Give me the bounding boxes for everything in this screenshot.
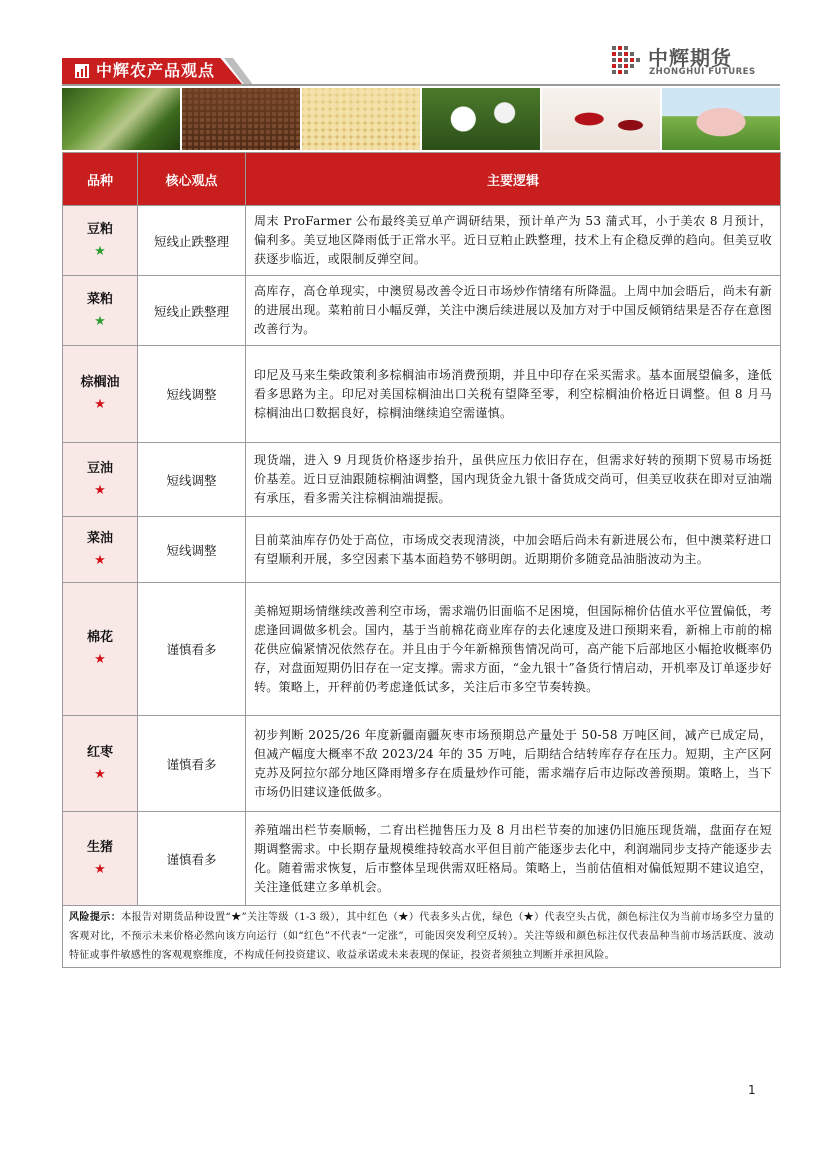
main-logic: 高库存，高仓单现实，中澳贸易改善令近日市场炒作情绪有所降温。上周中加会晤后，尚未有新的进展出现。菜粕前日小幅反弹，关注中澳后续进展以及加方对于中国反倾销结果是否存在意图改善行为。 bbox=[246, 276, 781, 346]
star-icon: ★ bbox=[94, 552, 106, 568]
core-view: 谨慎看多 bbox=[138, 812, 246, 906]
variety-name: 棕榈油 bbox=[80, 375, 120, 390]
risk-row bbox=[63, 906, 781, 968]
risk-disclaimer bbox=[63, 906, 781, 968]
star-icon: ★ bbox=[94, 861, 106, 877]
header-variety: 品种 bbox=[63, 153, 138, 206]
main-logic: 周末 ProFarmer 公布最终美豆单产调研结果，预计单产为 53 蒲式耳，小于美农 8 月预计，偏利多。美豆地区降雨低于正常水平。近日豆粕止跌整理，技术上有企稳反弹的趋向。但美豆收获逐步临近，或限制反弹空间。 bbox=[246, 206, 781, 276]
cotton-photo bbox=[422, 88, 540, 150]
risk-text: 本报告对期货品种设置“★”关注等级（1-3 级），其中红色（★）代表多头占优，绿色（★）代表空头占优，颜色标注仅为当前市场多空力量的客观对比，不预示未来价格必然向该方向运行（如“红色”不代表“一定涨”，可能因突发利空反转）。关注等级和颜色标注仅代表品种当前市场活跃度、波动特征或事件敏感性的客观观察维度，不构成任何投资建议、收益承诺或未来表现的保证，投资者须独立判断并承担风险。 bbox=[69, 912, 774, 961]
commodity-view-table bbox=[62, 152, 781, 968]
main-logic: 养殖端出栏节奏顺畅，二育出栏抛售压力及 8 月出栏节奏的加速仍旧施压现货端，盘面存在短期调整需求。中长期存量规模维持较高水平但目前产能逐步去化中，利润端同步支持产能逐步去化。随着需求恢复，后市整体呈现供需双旺格局。策略上，当前估值相对偏低短期不建议追空，关注逢低建立多单机会。 bbox=[246, 812, 781, 906]
main-logic: 美棉短期场情继续改善利空市场，需求端仍旧面临不足困境，但国际棉价估值水平位置偏低，考虑逢回调做多机会。国内，基于当前棉花商业库存的去化速度及进口预期来看，新棉上市前的棉花供应偏紧情况依然存在。并且由于今年新棉预售情况尚可，高产能下后部地区小幅抢收概率仍存，对盘面短期仍旧存在一定支撑。需求方面，“金九银十”备货行情启动，开机率及订单逐步好转。策略上，开秤前仍考虑逢低试多，关注后市多空节奏转换。 bbox=[246, 583, 781, 716]
beans-photo bbox=[62, 88, 180, 150]
header-divider bbox=[62, 84, 780, 86]
variety-name: 棉花 bbox=[86, 630, 113, 645]
table-row bbox=[63, 206, 781, 276]
table-row bbox=[63, 346, 781, 443]
star-icon: ★ bbox=[94, 652, 106, 667]
table-row bbox=[63, 517, 781, 583]
table-row bbox=[63, 583, 781, 716]
commodity-photo-strip bbox=[62, 88, 780, 150]
growth-chart-icon bbox=[74, 63, 90, 79]
brand-name-cn: 中辉期货 bbox=[648, 46, 732, 70]
variety-cell bbox=[63, 276, 138, 346]
star-icon: ★ bbox=[94, 766, 106, 782]
main-logic: 初步判断 2025/26 年度新疆南疆灰枣市场预期总产量处于 50-58 万吨区间，减产已成定局，但减产幅度大概率不敌 2023/24 年的 35 万吨，后期结合结转库存存在压力。短期，主产区阿克苏及阿拉尔部分地区降雨增多存在质量炒作可能，需求端存后市边际改善预期。策略上，当下市场仍旧建议逢低做多。 bbox=[246, 716, 781, 812]
table-row bbox=[63, 716, 781, 812]
core-view: 谨慎看多 bbox=[138, 583, 246, 716]
variety-cell bbox=[63, 812, 138, 906]
variety-cell bbox=[63, 716, 138, 812]
company-logo-icon bbox=[612, 46, 642, 74]
report-title: 中辉农产品观点 bbox=[96, 61, 216, 80]
variety-name: 生猪 bbox=[86, 839, 113, 855]
table-header-row bbox=[63, 153, 781, 206]
brand-name-en: ZHONGHUI FUTURES bbox=[649, 67, 756, 77]
brand-logo bbox=[612, 42, 782, 78]
table-row bbox=[63, 276, 781, 346]
variety-name: 豆油 bbox=[86, 460, 113, 476]
star-icon: ★ bbox=[94, 482, 106, 498]
table-row bbox=[63, 812, 781, 906]
pig-photo bbox=[662, 88, 780, 150]
page-number: 1 bbox=[748, 1083, 756, 1097]
table-row bbox=[63, 443, 781, 517]
variety-cell bbox=[63, 346, 138, 443]
header-core-view: 核心观点 bbox=[138, 153, 246, 206]
rapeseed-photo bbox=[182, 88, 300, 150]
main-logic: 现货端，进入 9 月现货价格逐步抬升，虽供应压力依旧存在，但需求好转的预期下贸易市场挺价基差。近日豆油跟随棕榈油调整，国内现货金九银十备货成交尚可，但美豆收获在即对豆油端有承压，看多需关注棕榈油端提振。 bbox=[246, 443, 781, 517]
variety-cell bbox=[63, 443, 138, 517]
variety-cell bbox=[63, 583, 138, 716]
red-jujube-photo bbox=[542, 88, 660, 150]
core-view: 谨慎看多 bbox=[138, 716, 246, 812]
main-logic: 印尼及马来生柴政策利多棕榈油市场消费预期，并且中印存在采买需求。基本面展望偏多，逢低看多思路为主。印尼对美国棕榈油出口关税有望降至零，利空棕榈油价格近日调整。但 8 月马棕榈油出口数据良好，棕榈油继续追空需谨慎。 bbox=[246, 346, 781, 443]
core-view: 短线调整 bbox=[138, 517, 246, 583]
variety-name: 红枣 bbox=[86, 744, 113, 760]
variety-cell bbox=[63, 206, 138, 276]
star-icon: ★ bbox=[94, 313, 106, 329]
variety-name: 豆粕 bbox=[86, 221, 113, 237]
main-logic: 目前菜油库存仍处于高位，市场成交表现清淡，中加会晤后尚未有新进展公布，但中澳菜籽进口有望顺利开展，多空因素下基本面趋势不够明朗。近期期价多随竞品油脂波动为主。 bbox=[246, 517, 781, 583]
soymeal-photo bbox=[302, 88, 420, 150]
star-icon: ★ bbox=[94, 397, 106, 412]
star-icon: ★ bbox=[94, 243, 106, 259]
core-view: 短线调整 bbox=[138, 443, 246, 517]
header-main-logic: 主要逻辑 bbox=[246, 153, 781, 206]
variety-name: 菜油 bbox=[86, 530, 113, 546]
core-view: 短线止跌整理 bbox=[138, 206, 246, 276]
variety-name: 菜粕 bbox=[86, 291, 113, 307]
risk-label: 风险提示： bbox=[69, 912, 122, 923]
core-view: 短线止跌整理 bbox=[138, 276, 246, 346]
variety-cell bbox=[63, 517, 138, 583]
core-view: 短线调整 bbox=[138, 346, 246, 443]
